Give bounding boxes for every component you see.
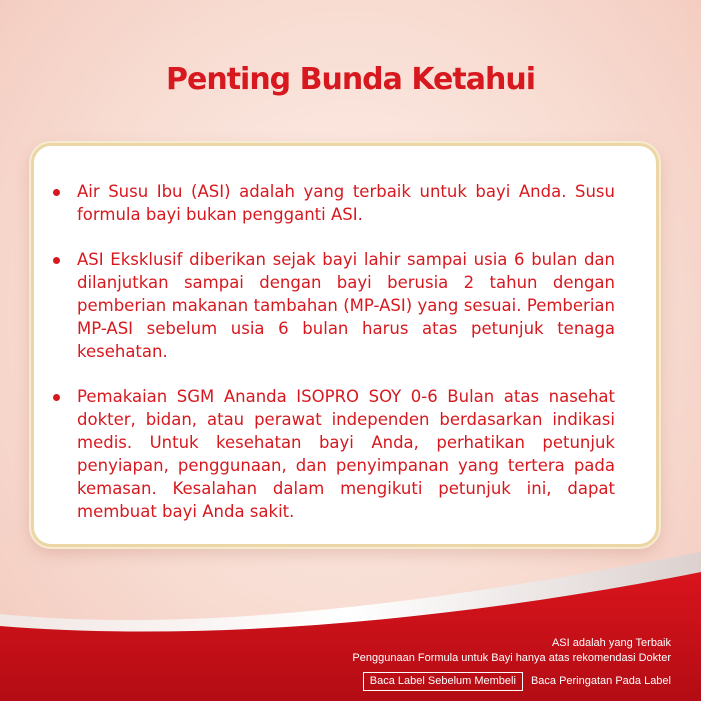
bullet-icon <box>53 394 60 401</box>
label-read-warning: Baca Peringatan Pada Label <box>530 675 671 687</box>
list-item <box>77 180 615 226</box>
bullet-icon <box>53 257 60 264</box>
notice-text: ASI Eksklusif diberikan sejak bayi lahir sampai usia 6 bulan dan dilanjutkan sampai dengan bayi berusia 2 tahun dengan pemberian makanan tambahan (MP-ASI) yang sesuai. Pemberian MP-ASI sebelum usia 6 bulan harus atas petunjuk tenaga kesehatan. <box>77 250 615 361</box>
bullet-icon <box>53 189 60 196</box>
page-title: Penting Bunda Ketahui <box>166 62 535 97</box>
notice-card <box>31 143 659 547</box>
list-item <box>77 248 615 363</box>
notice-text: Air Susu Ibu (ASI) adalah yang terbaik untuk bayi Anda. Susu formula bayi bukan pengganti ASI. <box>77 182 615 224</box>
notice-list <box>77 180 615 545</box>
label-read-before-buying: Baca Label Sebelum Membeli <box>363 672 523 691</box>
footer-line-asi: ASI adalah yang Terbaik <box>551 637 671 649</box>
footer-labels <box>352 672 671 691</box>
footer-disclaimer <box>352 636 671 691</box>
footer-line-formula: Penggunaan Formula untuk Bayi hanya atas rekomendasi Dokter <box>352 652 671 664</box>
list-item <box>77 385 615 523</box>
notice-text: Pemakaian SGM Ananda ISOPRO SOY 0-6 Bulan atas nasehat dokter, bidan, atau perawat independen berdasarkan indikasi medis. Untuk kesehatan bayi Anda, perhatikan petunjuk penyiapan, penggunaan, dan penyimpanan yang tertera pada kemasan. Kesalahan dalam mengikuti petunjuk ini, dapat membuat bayi Anda sakit. <box>77 387 615 521</box>
